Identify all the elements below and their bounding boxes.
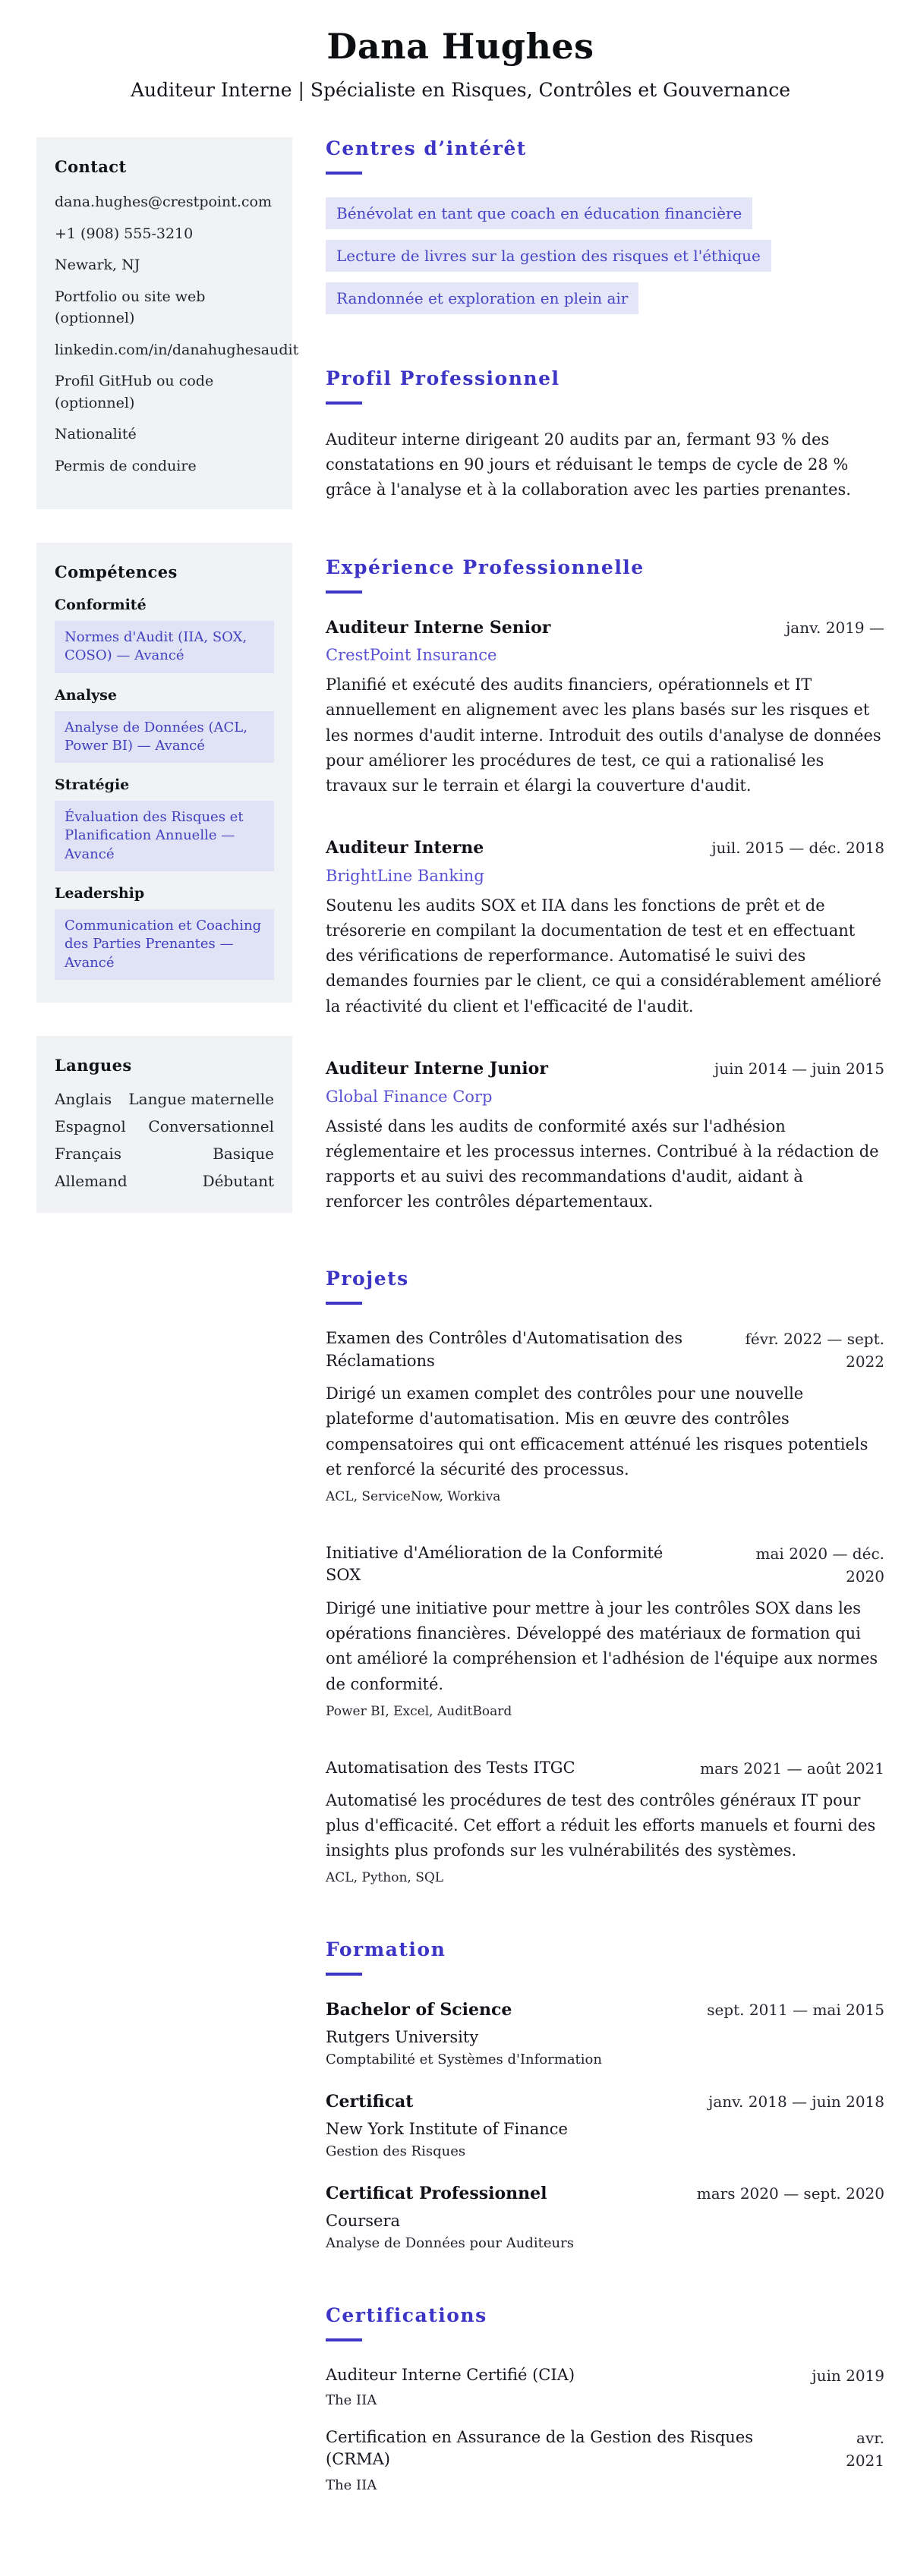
languages-title: Langues [55, 1055, 132, 1075]
interests-section [326, 137, 884, 314]
language-row [55, 1172, 274, 1190]
skill-group-label: Leadership [55, 885, 145, 902]
job-dates: janv. 2019 — [786, 618, 884, 637]
skill-tag: Communication et Coaching des Parties Prenantes — Avancé [55, 909, 274, 980]
contact-nationality: Nationalité [55, 426, 137, 442]
certification-entry [326, 2426, 884, 2493]
interest-tag: Bénévolat en tant que coach en éducation financière [326, 197, 752, 229]
project-tech: ACL, ServiceNow, Workiva [326, 1489, 501, 1504]
project-entry [326, 1757, 884, 1886]
project-title: Examen des Contrôles d'Automatisation des Réclamations [326, 1329, 683, 1370]
certifications-section [326, 2304, 884, 2493]
entry-head [326, 836, 884, 860]
profile-section [326, 367, 884, 503]
skill-group-leadership [55, 885, 274, 980]
contact-location: Newark, NJ [55, 257, 140, 273]
project-tech: Power BI, Excel, AuditBoard [326, 1703, 512, 1719]
job-description: Planifié et exécuté des audits financiers, opérationnels et IT annuellement en alignement avec les plans basés sur les risques et les normes d'audit interne. Introduit des outils d'analyse de données pour améliorer les procédures de test, ce qui a rationalisé les travaux sur le terrain et élargi la couverture d'audit. [326, 675, 881, 795]
section-rule [326, 1973, 362, 1976]
skill-tag: Évaluation des Risques et Planification Annuelle — Avancé [55, 801, 274, 871]
language-row [55, 1117, 274, 1135]
certification-date: avr. 2021 [846, 2428, 884, 2470]
school-name: Rutgers University [326, 2028, 479, 2046]
resume-header [36, 26, 884, 101]
interest-tag: Lecture de livres sur la gestion des risques et l'éthique [326, 240, 771, 272]
section-rule [326, 172, 362, 175]
certification-date: juin 2019 [812, 2366, 884, 2385]
project-dates: mai 2020 — déc. 2020 [755, 1545, 884, 1586]
education-dates: mars 2020 — sept. 2020 [696, 2184, 884, 2203]
degree-name: Certificat [326, 2092, 414, 2112]
job-dates: juil. 2015 — déc. 2018 [711, 839, 884, 858]
certification-name: Certification en Assurance de la Gestion des Risques (CRMA) [326, 2427, 754, 2468]
project-description: Automatisé les procédures de test des contrôles généraux IT pour plus d'efficacité. Cet effort a réduit les efforts manuels et fourni des insights plus profonds sur les vulnérabilités des systèmes. [326, 1790, 876, 1860]
candidate-tagline: Auditeur Interne | Spécialiste en Risques, Contrôles et Gouvernance [130, 79, 791, 101]
skill-tag: Analyse de Données (ACL, Power BI) — Avancé [55, 711, 274, 764]
contact-title: Contact [55, 157, 127, 176]
experience-entry [326, 616, 884, 799]
skill-group-label: Conformité [55, 597, 147, 613]
company-name: CrestPoint Insurance [326, 646, 497, 665]
entry-head [326, 2426, 884, 2472]
project-entry [326, 1542, 884, 1719]
contact-driving-license: Permis de conduire [55, 457, 197, 474]
language-row [55, 1090, 274, 1108]
project-entry [326, 1327, 884, 1504]
degree-name: Bachelor of Science [326, 2000, 512, 2020]
contact-linkedin: linkedin.com/in/danahughesaudit [55, 341, 299, 358]
project-title: Automatisation des Tests ITGC [326, 1758, 575, 1777]
field-of-study: Comptabilité et Systèmes d'Information [326, 2052, 602, 2067]
job-title: Auditeur Interne [326, 838, 484, 858]
skill-group-analyse [55, 687, 274, 764]
language-level: Langue maternelle [128, 1089, 274, 1108]
entry-head [326, 1757, 884, 1780]
contact-github: Profil GitHub ou code (optionnel) [55, 373, 214, 411]
company-name: Global Finance Corp [326, 1087, 493, 1106]
entry-head [326, 2182, 884, 2206]
language-level: Basique [213, 1144, 274, 1163]
interest-tag: Randonnée et exploration en plein air [326, 282, 638, 314]
certification-entry [326, 2364, 884, 2408]
entry-head [326, 2364, 884, 2387]
skill-tag: Normes d'Audit (IIA, SOX, COSO) — Avancé [55, 621, 274, 673]
contact-section [36, 137, 299, 509]
experience-section [326, 556, 884, 1215]
language-level: Débutant [202, 1171, 274, 1190]
certification-issuer: The IIA [326, 2392, 377, 2408]
education-title: Formation [326, 1938, 446, 1961]
entry-head [326, 1542, 884, 1588]
contact-phone: +1 (908) 555-3210 [55, 225, 194, 242]
sidebar [36, 137, 299, 1246]
contact-portfolio: Portfolio ou site web (optionnel) [55, 288, 206, 326]
education-entry [326, 1998, 884, 2067]
company-name: BrightLine Banking [326, 866, 484, 885]
section-rule [326, 1302, 362, 1305]
language-name: Français [55, 1144, 122, 1163]
degree-name: Certificat Professionnel [326, 2183, 547, 2203]
school-name: New York Institute of Finance [326, 2119, 568, 2138]
job-title: Auditeur Interne Senior [326, 617, 551, 638]
profile-title: Profil Professionnel [326, 367, 560, 389]
certification-name: Auditeur Interne Certifié (CIA) [326, 2365, 575, 2384]
experience-entry [326, 836, 884, 1019]
section-rule [326, 402, 362, 405]
candidate-name: Dana Hughes [326, 26, 594, 67]
education-entry [326, 2182, 884, 2251]
job-description: Soutenu les audits SOX et IIA dans les fonctions de prêt et de trésorerie en compilant la documentation de test et en effectuant des vérifications de reperformance. Automatisé le suivi des demandes fournies par le client, ce qui a considérablement amélioré la réactivité du client et l'efficacité de l'audit. [326, 896, 881, 1016]
school-name: Coursera [326, 2211, 401, 2230]
project-title: Initiative d'Amélioration de la Conformité SOX [326, 1544, 664, 1585]
interests-title: Centres d’intérêt [326, 137, 527, 159]
project-dates: févr. 2022 — sept. 2022 [745, 1330, 884, 1371]
project-dates: mars 2021 — août 2021 [700, 1759, 884, 1778]
field-of-study: Gestion des Risques [326, 2143, 466, 2159]
language-name: Espagnol [55, 1116, 126, 1135]
entry-head [326, 1057, 884, 1081]
profile-text: Auditeur interne dirigeant 20 audits par an, fermant 93 % des constatations en 90 jours et réduisant le temps de cycle de 28 % grâce à l'analyse et à la collaboration avec les parties prenantes. [326, 430, 851, 499]
languages-section [36, 1036, 292, 1213]
project-description: Dirigé une initiative pour mettre à jour les contrôles SOX dans les opérations financières. Développé des matériaux de formation qui ont amélioré la compréhension et l'adhésion de l'équipe aux normes de conformité. [326, 1599, 878, 1693]
projects-section [326, 1268, 884, 1885]
language-name: Allemand [55, 1171, 128, 1190]
projects-title: Projets [326, 1268, 409, 1290]
project-description: Dirigé un examen complet des contrôles pour une nouvelle plateforme d'automatisation. Mis en œuvre des contrôles compensatoires qui ont efficacement atténué les risques potentiels et renforcé la sécurité des processus. [326, 1384, 868, 1479]
certification-issuer: The IIA [326, 2477, 377, 2493]
entry-head [326, 1998, 884, 2022]
entry-head [326, 616, 884, 640]
job-title: Auditeur Interne Junior [326, 1058, 548, 1079]
experience-title: Expérience Professionnelle [326, 556, 645, 578]
job-dates: juin 2014 — juin 2015 [714, 1059, 884, 1078]
certifications-title: Certifications [326, 2304, 487, 2326]
skill-group-label: Analyse [55, 686, 117, 704]
project-tech: ACL, Python, SQL [326, 1870, 444, 1886]
skill-group-strategie [55, 776, 274, 871]
content-columns [36, 137, 884, 2493]
main-column [326, 137, 884, 2493]
education-dates: sept. 2011 — mai 2015 [707, 2001, 884, 2020]
language-level: Conversationnel [148, 1116, 274, 1135]
education-entry [326, 2090, 884, 2159]
contact-email: dana.hughes@crestpoint.com [55, 194, 273, 210]
language-row [55, 1145, 274, 1163]
language-name: Anglais [55, 1089, 112, 1108]
skills-section [36, 543, 292, 1003]
entry-head [326, 2090, 884, 2114]
experience-entry [326, 1057, 884, 1214]
skills-title: Compétences [55, 562, 178, 581]
section-rule [326, 590, 362, 594]
education-dates: janv. 2018 — juin 2018 [708, 2093, 884, 2111]
skill-group-label: Stratégie [55, 776, 130, 794]
job-description: Assisté dans les audits de conformité axés sur l'adhésion réglementaire et les processus internes. Contribué à la rédaction de rapports et au suivi des recommandations d'audit, aidant à renforcer les contrôles départementaux. [326, 1116, 879, 1211]
entry-head [326, 1327, 884, 1373]
section-rule [326, 2338, 362, 2341]
field-of-study: Analyse de Données pour Auditeurs [326, 2234, 574, 2251]
skill-group-conformite [55, 597, 274, 673]
education-section [326, 1938, 884, 2250]
